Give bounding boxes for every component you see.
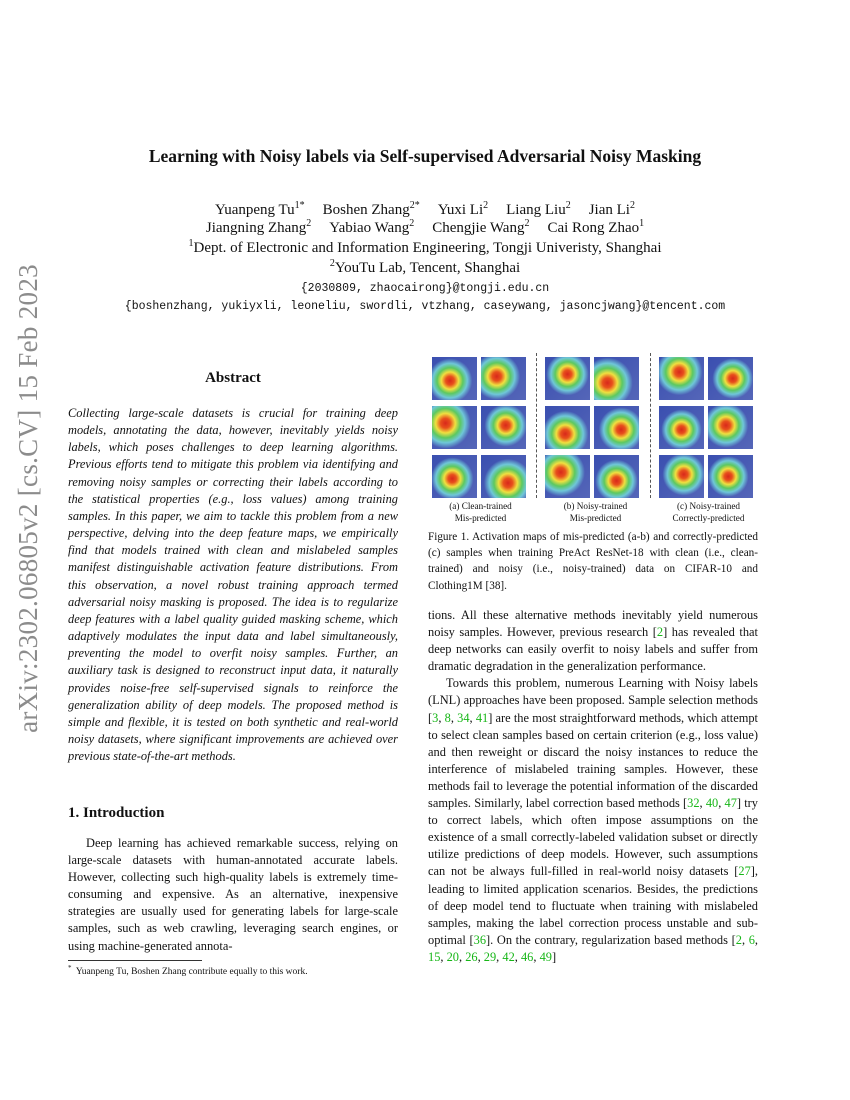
citation-link[interactable]: 8 xyxy=(444,710,451,725)
text-run: , xyxy=(718,796,725,811)
affiliation-2 xyxy=(0,258,850,277)
email-tencent: {boshenzhang, yukiyxli, leoneliu, swordli, vtzhang, caseywang, jasoncjwang}@tencent.com xyxy=(124,300,726,313)
text-run: ] has revealed that deep networks can easily overfit to noisy labels and suffer from dramatic degradation in the generalization performance. xyxy=(428,625,758,674)
figure-label-c-line2: Correctly-predicted xyxy=(672,513,745,523)
email-tongji: {2030809, zhaocairong}@tongji.edu.cn xyxy=(300,282,550,295)
author-name: Chengjie Wang$^2$ xyxy=(432,218,530,236)
introduction-body: Deep learning has achieved remarkable success, relying on large-scale datasets with human-annotated accurate labels. However, collecting such high-quality labels is extremely time-consuming and expensive. As an alternative, inexpensive strategies are usually used for generating labels for large-scale samples, such as web crawling, leveraging search engines, or using machine-generated annota- xyxy=(68,836,398,953)
citation-link[interactable]: 42 xyxy=(502,949,515,964)
author-affiliation-marker: 2 xyxy=(306,218,312,229)
text-run: , xyxy=(699,796,706,811)
figure-label-a-line1: (a) Clean-trained xyxy=(449,501,512,511)
citation-link[interactable]: 15 xyxy=(428,949,441,964)
citation-link[interactable]: 47 xyxy=(724,796,737,811)
right-column-body xyxy=(428,607,758,966)
citation-link[interactable]: 2 xyxy=(656,625,664,640)
citation-link[interactable]: 2 xyxy=(735,932,742,947)
citation-link[interactable]: 40 xyxy=(705,796,719,811)
activation-map-image xyxy=(432,357,477,400)
activation-map-image xyxy=(659,406,704,449)
affiliation-2-text: YouTu Lab, Tencent, Shanghai xyxy=(334,260,521,276)
activation-map-image xyxy=(594,406,639,449)
text-run: , xyxy=(458,949,466,964)
figure-1-caption: Figure 1. Activation maps of mis-predicted (a-b) and correctly-predicted (c) samples when training PreAct ResNet-18 with clean (i.e., clean-trained) and noisy (i.e., noisy-trained) data on CIFAR-10 and Clothing1M [38]. xyxy=(428,531,758,592)
affiliation-1-text: Dept. of Electronic and Information Engineering, Tongji Univeristy, Shanghai xyxy=(193,240,662,256)
text-run: ]. On the contrary, regularization based methods [ xyxy=(486,932,736,947)
affiliation-1-marker: 1 xyxy=(188,238,194,249)
activation-map-image xyxy=(545,357,590,400)
author-name: Yabiao Wang$^2$ xyxy=(329,218,415,236)
author-affiliation-marker: 2 xyxy=(524,218,530,229)
author-line-1 xyxy=(0,200,850,219)
affiliation-2-marker: 2 xyxy=(329,258,335,269)
text-run: ] try to correct labels, which often impose assumptions on the existence of a small correctly-labeled validation subset or directly utilize predictions of deep models. However, such assumptions can not be always full-filled in real-world noisy datasets [ xyxy=(428,796,758,879)
activation-map-image xyxy=(594,357,639,400)
author-affiliation-marker: 2 xyxy=(565,200,571,211)
footnote-marker: * xyxy=(68,964,72,972)
citation-link[interactable]: 29 xyxy=(483,949,497,964)
author-name: Liang Liu$^2$ xyxy=(506,200,571,218)
paragraph-continuation xyxy=(428,607,758,675)
figure-label-b xyxy=(543,500,648,524)
figure-label-b-line1: (b) Noisy-trained xyxy=(563,501,628,511)
activation-map-image xyxy=(594,455,639,498)
activation-map-image xyxy=(545,455,590,498)
author-name: Jiangning Zhang$^2$ xyxy=(205,218,312,236)
author-affiliation-marker: 1* xyxy=(294,200,305,211)
citation-link[interactable]: 49 xyxy=(539,949,552,964)
text-run: , xyxy=(450,710,458,725)
author-name: Yuxi Li$^2$ xyxy=(437,200,489,218)
text-run: ] xyxy=(551,949,557,964)
figure-divider xyxy=(536,353,537,498)
activation-map-image xyxy=(432,455,477,498)
text-run: ] are the most straightforward methods, which attempt to select clean samples based on certain criterion (e.g., loss value) and then reweight or discard the noisy instances to reduce the interference of mislabeled training samples. However, these methods fail to leverage the potential information of the discarded samples. Similarly, label correction based methods [ xyxy=(428,710,758,811)
text-run: Towards this problem, numerous Learning with Noisy labels (LNL) approaches have been proposed. Sample selection methods [ xyxy=(428,676,758,725)
text-run: , xyxy=(438,710,445,725)
author-name: Boshen Zhang$^{2*}$ xyxy=(322,200,420,218)
footnote-rule xyxy=(68,960,202,961)
activation-map-image xyxy=(659,357,704,400)
activation-map-image xyxy=(708,357,753,400)
paragraph-lnl-approaches xyxy=(428,675,758,966)
citation-link[interactable]: 26 xyxy=(465,949,478,964)
activation-map-image xyxy=(481,455,526,498)
citation-link[interactable]: 6 xyxy=(748,932,755,947)
text-run: , xyxy=(440,949,447,964)
activation-map-image xyxy=(708,455,753,498)
figure-1 xyxy=(428,353,758,525)
activation-map-image xyxy=(708,406,753,449)
text-run: , xyxy=(477,949,484,964)
activation-map-image xyxy=(481,406,526,449)
activation-map-image xyxy=(432,406,477,449)
author-affiliation-marker: 2 xyxy=(483,200,489,211)
figure-divider xyxy=(650,353,651,498)
author-affiliation-marker: 1 xyxy=(639,218,645,229)
arxiv-stamp xyxy=(3,263,53,733)
activation-map-image xyxy=(481,357,526,400)
figure-label-a-line2: Mis-predicted xyxy=(454,513,507,523)
text-run: , xyxy=(533,949,540,964)
citation-link[interactable]: 32 xyxy=(687,796,700,811)
footnote xyxy=(68,964,408,977)
citation-link[interactable]: 3 xyxy=(432,710,439,725)
author-affiliation-marker: 2* xyxy=(409,200,420,211)
text-run: , xyxy=(496,949,503,964)
citation-link[interactable]: 41 xyxy=(475,710,489,725)
abstract-body: Collecting large-scale datasets is crucial for training deep models, annotating the data, however, inevitably yields noisy labels, which poses challenges to deep learning algorithms. Previous efforts tend to mitigate this problem via identifying and removing noisy samples or correcting their labels according to the statistical properties (e.g., loss values) among training samples. In this paper, we aim to tackle this problem from a new perspective, delving into the deep feature maps, we empirically find that models trained with clean and mislabeled samples manifest distinguishable activation feature distributions. From this observation, a novel robust training approach termed adversarial noisy masking is proposed. The idea is to regularize deep features with a label quality guided masking scheme, which adaptively modulates the input data and label simultaneously, preventing the model to overfit noisy samples. Further, an auxiliary task is designed to reconstruct input data, it naturally provides noise-free self-supervised signals to reinforce the generalization ability of deep models. The proposed method is simple and flexible, it is tested on both synthetic and real-world noisy datasets, where significant improvements are achieved over previous state-of-the-art methods. xyxy=(68,406,398,764)
activation-map-image xyxy=(659,455,704,498)
text-run: , xyxy=(741,932,749,947)
footnote-text: Yuanpeng Tu, Boshen Zhang contribute equally to this work. xyxy=(75,967,308,978)
author-name: Cai Rong Zhao$^1$ xyxy=(547,218,645,236)
author-name: Yuanpeng $Tu^{1*}$ xyxy=(215,200,305,218)
citation-link[interactable]: 27 xyxy=(738,864,751,879)
figure-label-c xyxy=(656,500,761,524)
text-run: , xyxy=(754,932,758,947)
figure-label-a xyxy=(428,500,533,524)
citation-link[interactable]: 46 xyxy=(520,949,534,964)
text-run: , xyxy=(514,949,521,964)
text-run: ], leading to limited application scenarios. Besides, the predictions of deep model tend to fluctuate when training with mislabeled samples, making the label correction process unstable and sub-optimal [ xyxy=(428,864,758,947)
citation-link[interactable]: 34 xyxy=(457,710,470,725)
introduction-heading: 1. Introduction xyxy=(68,805,165,821)
paper-title: Learning with Noisy labels via Self-supervised Adversarial Noisy Masking xyxy=(148,146,702,166)
author-affiliation-marker: 2 xyxy=(629,200,635,211)
author-name: Jian Li$^2$ xyxy=(588,200,635,218)
abstract-heading: Abstract xyxy=(205,370,261,386)
citation-link[interactable]: 20 xyxy=(446,949,459,964)
text-run: tions. All these alternative methods inevitably yield numerous noisy samples. However, previous research [ xyxy=(428,608,758,640)
figure-label-c-line1: (c) Noisy-trained xyxy=(676,501,740,511)
citation-link[interactable]: 36 xyxy=(473,932,487,947)
affiliation-1 xyxy=(0,238,850,257)
activation-map-image xyxy=(545,406,590,449)
author-affiliation-marker: 2 xyxy=(409,218,415,229)
text-run: , xyxy=(469,710,476,725)
author-line-2 xyxy=(0,218,850,237)
figure-label-b-line2: Mis-predicted xyxy=(569,513,622,523)
arxiv-id: arXiv:2302.06805v2 [cs.CV] 15 Feb 2023 xyxy=(12,263,43,733)
